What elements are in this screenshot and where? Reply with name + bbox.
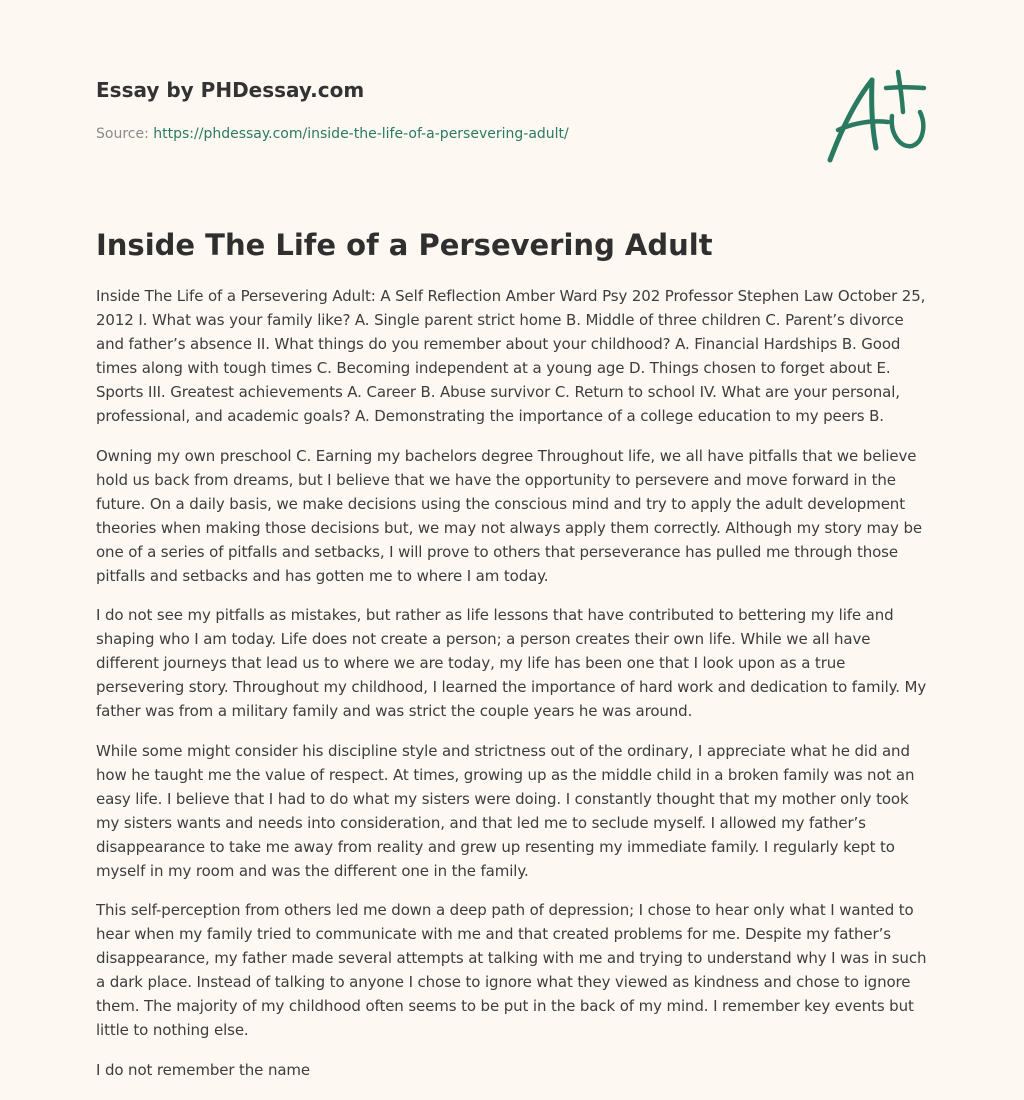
paragraph: Owning my own preschool C. Earning my bachelors degree Throughout life, we all have pitfalls that we believe hold us back from dreams, but I believe that we have the opportunity to persevere and move forward in the future. On a daily basis, we make decisions using the conscious mind and try to apply the adult development theories when making those decisions but, we may not always apply them correctly. Although my story may be one of a series of pitfalls and setbacks, I will prove to others that perseverance has pulled me through those pitfalls and setbacks and has gotten me to where I am today. xyxy=(96,446,922,585)
a-plus-logo-icon xyxy=(820,66,930,166)
paragraph: I do not see my pitfalls as mistakes, but rather as life lessons that have contributed to bettering my life and shaping who I am today. Life does not create a person; a person creates their own life. While we all have different journeys that lead us to where we are today, my life has been one that I look upon as a true persevering story. Throughout my childhood, I learned the importance of hard work and dedication to family. My father was from a military family and was strict the couple years he was around. xyxy=(96,606,927,720)
paragraph: This self-perception from others led me down a deep path of depression; I chose to hear only what I wanted to hear when my family tried to communicate with me and that created problems for me. Despite my father’s disappearance, my father made several attempts at talking with me and trying to understand why I was in such a dark place. Instead of talking to anyone I chose to ignore what they viewed as kindness and chose to ignore them. The majority of my childhood often seems to be put in the back of my mind. I remember key events but little to nothing else. xyxy=(96,901,927,1039)
source-link[interactable]: https://phdessay.com/inside-the-life-of-a-persevering-adult/ xyxy=(153,126,569,142)
article-body xyxy=(96,284,932,1097)
site-brand: Essay by PHDessay.com xyxy=(96,78,365,102)
source-label: Source: xyxy=(96,126,154,142)
paragraph: Inside The Life of a Persevering Adult: A Self Reflection Amber Ward Psy 202 Professor Stephen Law October 25, 2012 I. What was your family like? A. Single parent strict home B. Middle of three children C. Parent’s divorce and father’s absence II. What things do you remember about your childhood? A. Financial Hardships B. Good times along with tough times C. Becoming independent at a young age D. Things chosen to forget about E. Sports III. Greatest achievements A. Career B. Abuse survivor C. Return to school IV. What are your personal, professional, and academic goals? A. Demonstrating the importance of a college education to my peers B. xyxy=(96,287,926,425)
source-line xyxy=(96,124,569,144)
paragraph: While some might consider his discipline style and strictness out of the ordinary, I appreciate what he did and how he taught me the value of respect. At times, growing up as the middle child in a broken family was not an easy life. I believe that I had to do what my sisters were doing. I constantly thought that my mother only took my sisters wants and needs into consideration, and that led me to seclude myself. I allowed my father’s disappearance to take me away from reality and grew up resenting my immediate family. I regularly kept to myself in my room and was the different one in the family. xyxy=(96,741,915,880)
article-title: Inside The Life of a Persevering Adult xyxy=(96,228,713,262)
paragraph: I do not remember the name xyxy=(96,1060,310,1079)
essay-header xyxy=(96,76,796,142)
